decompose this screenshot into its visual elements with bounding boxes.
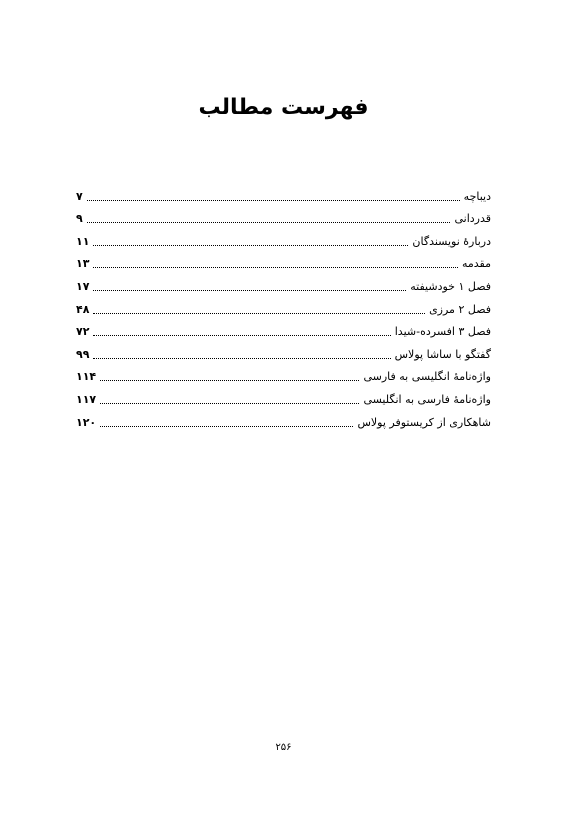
toc-entry[interactable]: [76, 407, 491, 430]
toc-entry-page: ۹۹: [76, 347, 90, 361]
toc-entry-page: ۱۱۴: [76, 370, 97, 384]
toc-entry[interactable]: [76, 294, 491, 317]
toc-entry-page: ۷۲: [76, 325, 90, 339]
table-of-contents: [76, 181, 491, 430]
toc-entry[interactable]: [76, 271, 491, 294]
toc-entry-label: مقدمه: [461, 257, 491, 271]
toc-entry-page: ۱۷: [76, 279, 90, 293]
toc-entry-page: ۱۱: [76, 234, 90, 248]
toc-entry[interactable]: [76, 339, 491, 362]
toc-entry-page: ۴۸: [76, 302, 90, 316]
dotted-leader: [93, 290, 406, 291]
toc-entry-page: ۱۳: [76, 257, 90, 271]
toc-entry-label: گفتگو با ساشا پولاس: [394, 347, 491, 361]
dotted-leader: [93, 358, 390, 359]
toc-entry-page: ۱۱۷: [76, 392, 97, 406]
dotted-leader: [93, 245, 408, 246]
toc-entry-label: فصل ۲ مرزی: [429, 302, 491, 316]
dotted-leader: [87, 200, 460, 201]
toc-entry-label: فصل ۱ خودشیفته: [410, 279, 491, 293]
toc-entry[interactable]: [76, 362, 491, 385]
toc-entry-label: واژه‌نامهٔ فارسی به انگلیسی: [363, 392, 491, 406]
dotted-leader: [100, 403, 359, 404]
dotted-leader: [93, 335, 390, 336]
dotted-leader: [100, 426, 353, 427]
toc-entry[interactable]: [76, 226, 491, 249]
toc-entry[interactable]: [76, 204, 491, 227]
toc-entry-page: ۱۲۰: [76, 415, 97, 429]
toc-entry-label: دیباچه: [463, 189, 491, 203]
toc-entry-label: قدردانی: [454, 212, 491, 226]
toc-entry-label: فصل ۳ افسرده-شیدا: [394, 325, 491, 339]
toc-entry-page: ۹: [76, 212, 83, 226]
toc-entry-page: ۷: [76, 189, 83, 203]
toc-entry[interactable]: [76, 249, 491, 272]
toc-entry[interactable]: [76, 384, 491, 407]
toc-entry[interactable]: [76, 181, 491, 204]
dotted-leader: [100, 380, 359, 381]
dotted-leader: [93, 313, 425, 314]
page-title: فهرست مطالب: [198, 95, 369, 120]
dotted-leader: [93, 267, 458, 268]
toc-entry[interactable]: [76, 317, 491, 340]
page-number: ۲۵۶: [275, 742, 292, 753]
toc-entry-label: شاهکاری از کریستوفر پولاس: [357, 415, 491, 429]
toc-entry-label: واژه‌نامهٔ انگلیسی به فارسی: [363, 370, 491, 384]
dotted-leader: [87, 222, 451, 223]
toc-entry-label: دربارهٔ نویسندگان: [412, 234, 491, 248]
